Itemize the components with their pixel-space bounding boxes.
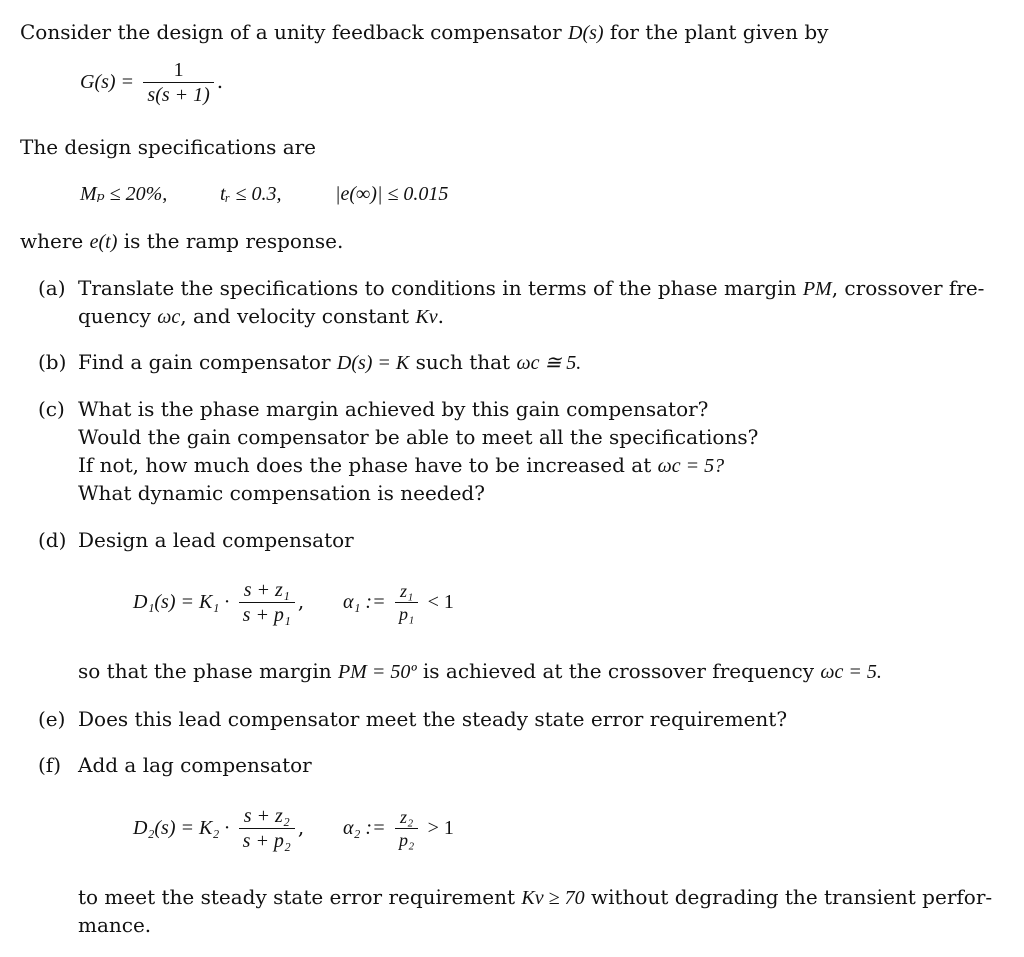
item-b-text xyxy=(78,352,581,373)
item-c-line2: Would the gain compensator be able to meet all the specifications? xyxy=(78,425,759,449)
lead-alpha-numerator: z₁ xyxy=(395,582,418,603)
item-f-heading: Add a lag compensator xyxy=(78,753,312,777)
plant-fraction xyxy=(143,60,213,105)
item-b-mid: such that xyxy=(409,350,517,374)
item-d-after-wc: ωc = 5. xyxy=(820,661,882,683)
spec-overshoot: Mₚ ≤ 20%, xyxy=(80,183,168,205)
lead-lhs: D₁(s) = K₁ · xyxy=(133,591,230,613)
item-e-label: (e) xyxy=(38,707,66,731)
item-a-line2 xyxy=(78,306,444,327)
spec-steady-state-error: |e(∞)| ≤ 0.015 xyxy=(335,183,449,205)
intro-d-of-s: D(s) xyxy=(568,22,604,44)
lag-alpha-fraction xyxy=(395,808,418,849)
item-d-after xyxy=(78,661,882,682)
lag-alpha: α₂ := xyxy=(342,817,386,839)
item-d-after-prefix: so that the phase margin xyxy=(78,659,338,683)
item-a-line1-prefix: Translate the specifications to conditions in terms of the phase margin xyxy=(78,276,803,300)
lag-alpha-denominator: p₂ xyxy=(398,830,415,850)
where-line xyxy=(20,231,343,252)
lead-alpha: α₁ := xyxy=(342,591,386,613)
item-f-label: (f) xyxy=(38,753,62,777)
item-c-line3 xyxy=(78,455,724,476)
item-d-after-mid: is achieved at the crossover frequency xyxy=(416,659,821,683)
item-a-line2-mid: , and velocity constant xyxy=(180,304,416,328)
where-et: e(t) xyxy=(89,231,118,253)
lead-denominator: s + p₁ xyxy=(242,604,291,626)
item-a-line2-suffix: . xyxy=(437,304,445,328)
item-f-after1-prefix: to meet the steady state error requirement xyxy=(78,885,522,909)
item-a-line1 xyxy=(78,278,984,299)
lead-fraction xyxy=(239,580,295,625)
lead-alpha-denominator: p₁ xyxy=(398,604,415,624)
item-c-label: (c) xyxy=(38,397,65,421)
item-c-line3-prefix: If not, how much does the phase have to be increased at xyxy=(78,453,658,477)
item-a-label: (a) xyxy=(38,276,66,300)
intro-prefix: Consider the design of a unity feedback compensator xyxy=(20,20,569,44)
item-a-wc: ωc xyxy=(157,306,181,328)
specs-heading: The design specifications are xyxy=(20,135,317,159)
lag-alpha-comparison: > 1 xyxy=(427,817,454,839)
plant-equation xyxy=(80,60,223,105)
item-c-line1: What is the phase margin achieved by this gain compensator? xyxy=(78,397,709,421)
plant-numerator: 1 xyxy=(143,60,213,83)
plant-lhs: G(s) = xyxy=(80,71,135,93)
plant-period: . xyxy=(216,69,224,93)
where-prefix: where xyxy=(20,229,90,253)
item-a-line1-suffix: , crossover fre- xyxy=(831,276,985,300)
item-a-line2-prefix: quency xyxy=(78,304,158,328)
lag-fraction xyxy=(239,806,295,851)
item-c-line4: What dynamic compensation is needed? xyxy=(78,481,485,505)
item-d-after-pm: PM = 50º xyxy=(337,661,417,683)
item-e-text: Does this lead compensator meet the steady state error requirement? xyxy=(78,707,788,731)
item-d-heading: Design a lead compensator xyxy=(78,528,354,552)
item-b-cond: ωc ≅ 5. xyxy=(516,352,582,374)
where-suffix: is the ramp response. xyxy=(117,229,344,253)
item-b-prefix: Find a gain compensator xyxy=(78,350,337,374)
item-a-pm: PM xyxy=(802,278,832,300)
item-f-after2: mance. xyxy=(78,913,152,937)
lag-denominator: s + p₂ xyxy=(242,830,291,852)
item-a-kv: Kv xyxy=(415,306,438,328)
item-b-expr: D(s) = K xyxy=(336,352,410,374)
spec-rise-time: tᵣ ≤ 0.3, xyxy=(220,183,282,205)
lag-numerator: s + z₂ xyxy=(239,806,295,829)
item-b-label: (b) xyxy=(38,350,67,374)
lag-alpha-numerator: z₂ xyxy=(395,808,418,829)
item-d-label: (d) xyxy=(38,528,67,552)
lead-alpha-comparison: < 1 xyxy=(427,591,454,613)
lag-lhs: D₂(s) = K₂ · xyxy=(133,817,230,839)
lead-numerator: s + z₁ xyxy=(239,580,295,603)
item-f-after1-suffix: without degrading the transient perfor- xyxy=(584,885,993,909)
lag-compensator-equation xyxy=(133,806,454,851)
item-f-after1-kv: Kv ≥ 70 xyxy=(521,887,585,909)
item-f-after1 xyxy=(78,887,992,908)
intro-line xyxy=(20,22,828,43)
plant-denominator: s(s + 1) xyxy=(147,84,210,106)
intro-suffix: for the plant given by xyxy=(603,20,829,44)
lead-comma: , xyxy=(297,589,305,613)
item-c-line3-cond: ωc = 5? xyxy=(657,455,725,477)
lag-comma: , xyxy=(297,815,305,839)
lead-compensator-equation xyxy=(133,580,454,625)
lead-alpha-fraction xyxy=(395,582,418,623)
